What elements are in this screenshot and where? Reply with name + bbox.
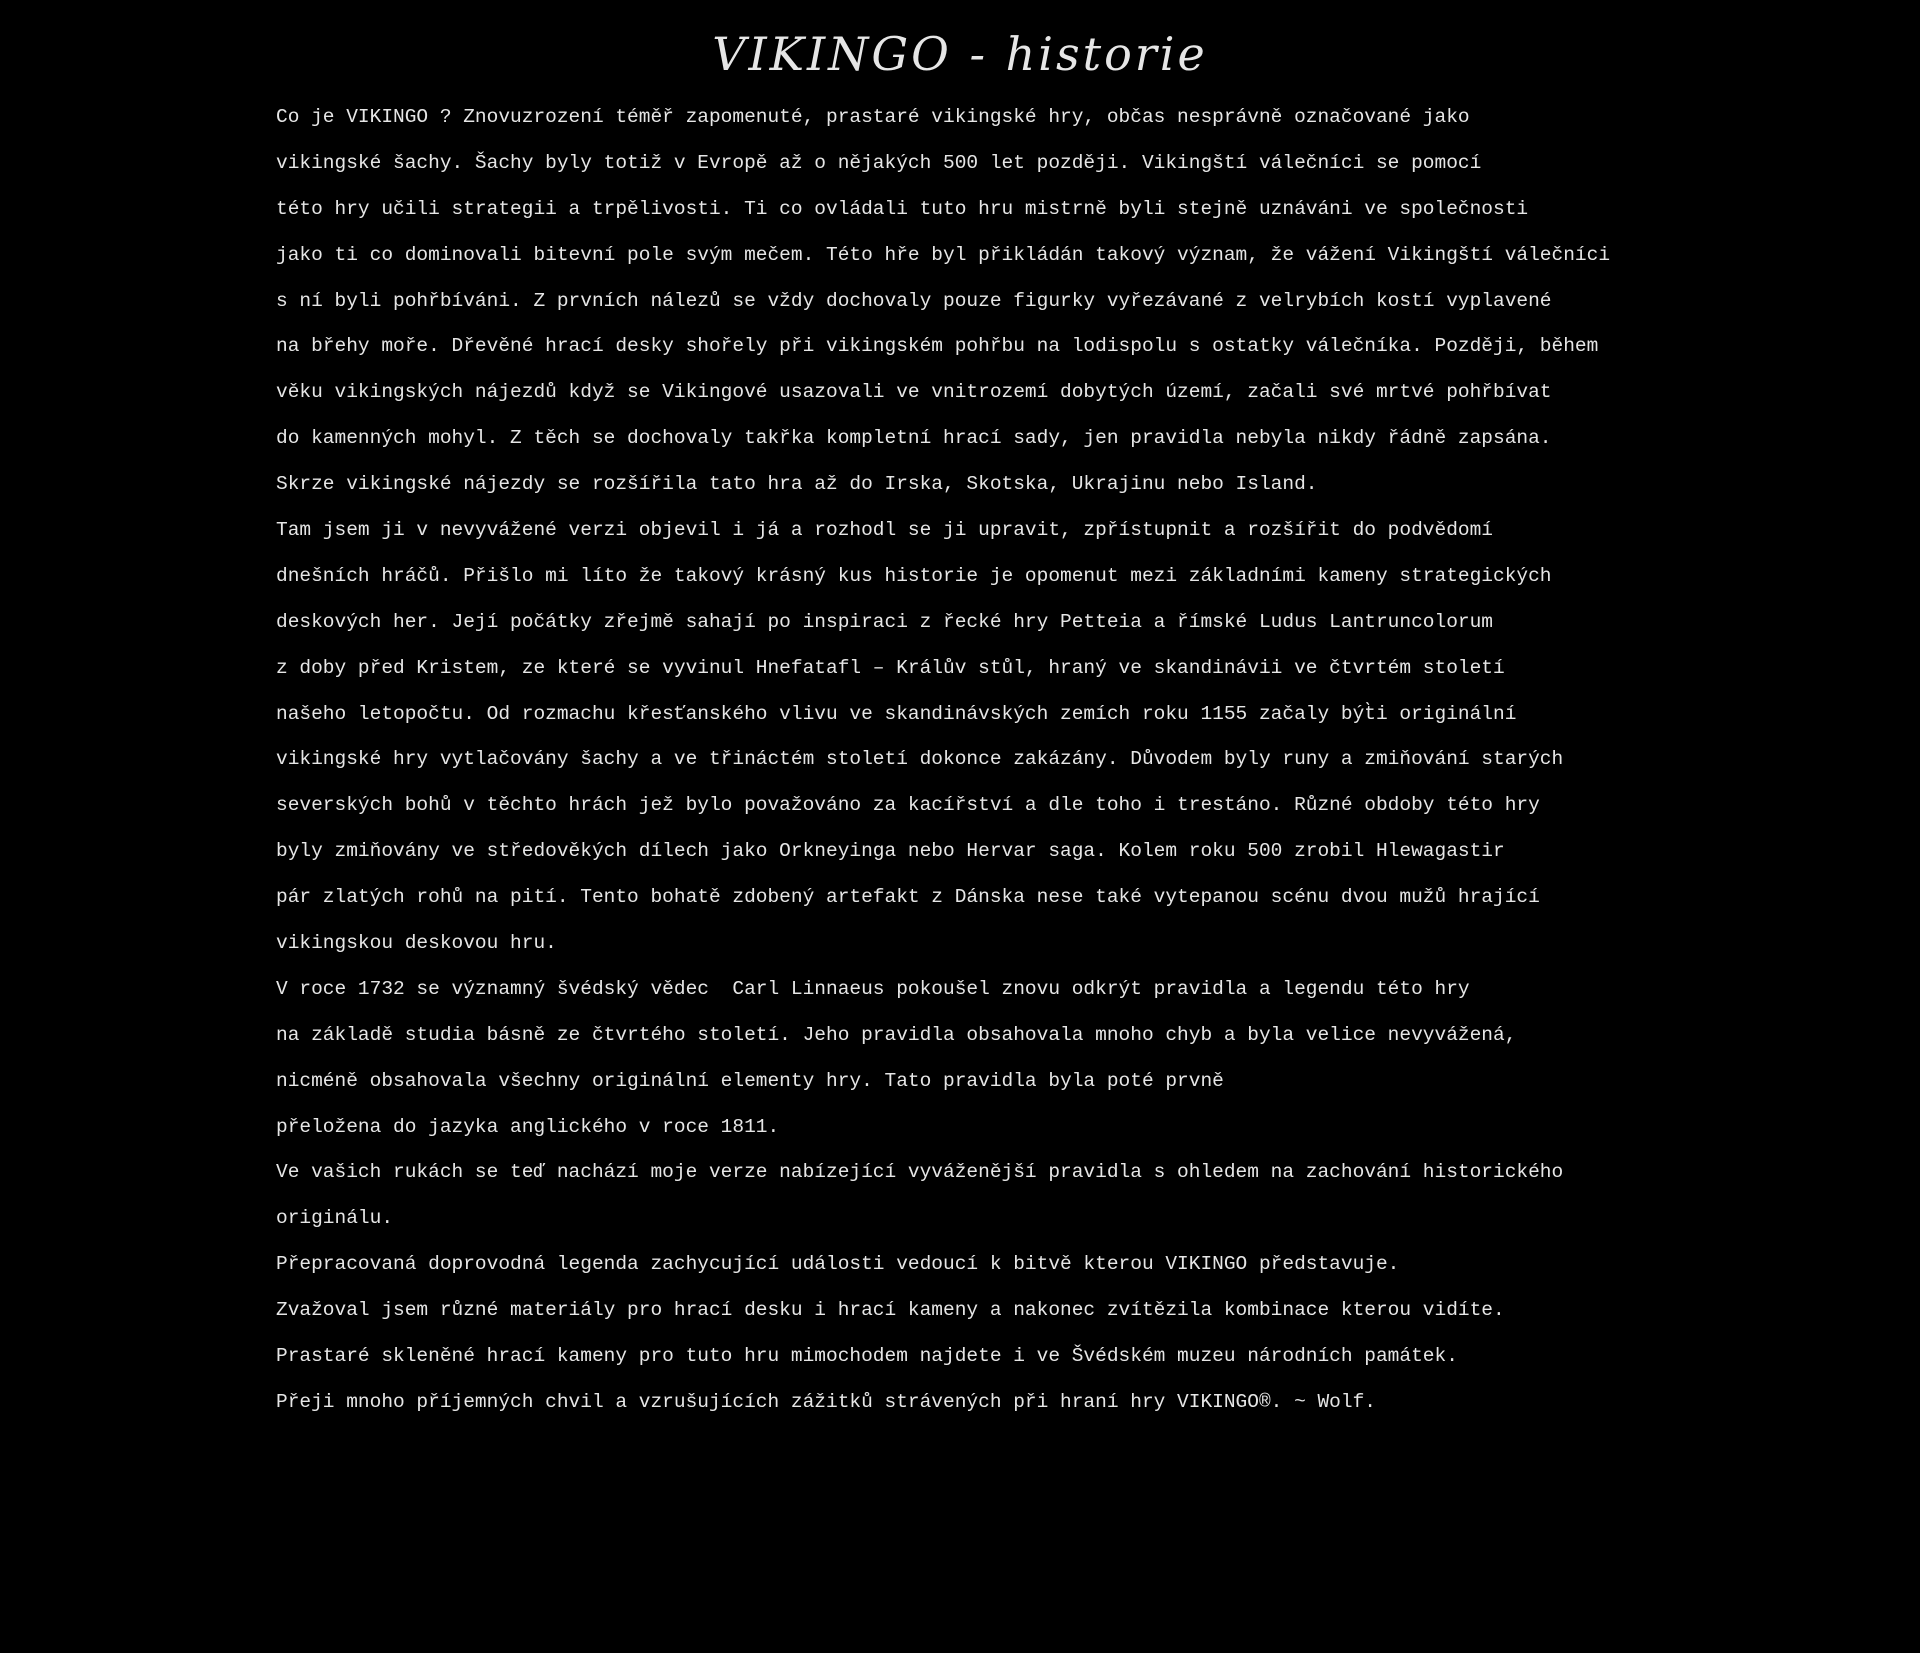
text-line: deskových her. Její počátky zřejmě sahají po inspiraci z řecké hry Petteia a římské Ludus Lantruncolorum [276,610,1493,633]
text-line: pár zlatých rohů na pití. Tento bohatě zdobený artefakt z Dánska nese také vytepanou scénu dvou mužů hrající [276,886,1540,909]
text-line: Přepracovaná doprovodná legenda zachycující události vedoucí k bitvě kterou VIKINGO představuje. [276,1253,1400,1276]
text-line: této hry učili strategii a trpělivosti. Ti co ovládali tuto hru mistrně byli stejně uznáváni ve společnosti [276,197,1529,220]
text-line: vikingské šachy. Šachy byly totiž v Evropě až o nějakých 500 let později. Vikingští válečníci se pomocí [276,151,1482,174]
text-line: z doby před Kristem, ze které se vyvinul Hnefatafl – Králův stůl, hraný ve skandinávii ve čtvrtém století [276,656,1505,679]
text-line: Tam jsem ji v nevyvážené verzi objevil i já a rozhodl se ji upravit, zpřístupnit a rozšířit do podvědomí [276,519,1493,542]
text-line: dnešních hráčů. Přišlo mi líto že takový krásný kus historie je opomenut mezi základními kameny strategických [276,564,1552,587]
text-line: Skrze vikingské nájezdy se rozšířila tato hra až do Irska, Skotska, Ukrajinu nebo Island. [276,473,1318,496]
text-line: Co je VIKINGO ? Znovuzrození téměř zapomenuté, prastaré vikingské hry, občas nesprávně označované jako [276,106,1470,128]
text-line: jako ti co dominovali bitevní pole svým mečem. Této hře byl přikládán takový význam, že vážení Vikingští válečníci [276,243,1611,266]
text-line: nicméně obsahovala všechny originální elementy hry. Tato pravidla byla poté prvně [276,1069,1224,1092]
history-text [276,95,1736,1426]
text-line: našeho letopočtu. Od rozmachu křesťanského vlivu ve skandinávských zemích roku 1155 začaly být̀i originální [276,702,1517,725]
text-line: Zvažoval jsem různé materiály pro hrací desku i hrací kameny a nakonec zvítězila kombinace kterou vidíte. [276,1299,1505,1322]
text-line: originálu. [276,1207,394,1230]
text-line: do kamenných mohyl. Z těch se dochovaly takřka kompletní hrací sady, jen pravidla nebyla nikdy řádně zapsána. [276,427,1552,450]
text-line: na základě studia básně ze čtvrtého století. Jeho pravidla obsahovala mnoho chyb a byla velice nevyvážená, [276,1023,1517,1046]
page-title: VIKINGO - historie [712,27,1208,81]
text-line: Prastaré skleněné hrací kameny pro tuto hru mimochodem najdete i ve Švédském muzeu národních památek. [276,1345,1458,1368]
text-line: Přeji mnoho příjemných chvil a vzrušujících zážitků strávených při hraní hry VIKINGO®. ~ Wolf. [276,1390,1376,1413]
text-line: věku vikingských nájezdů když se Vikingové usazovali ve vnitrozemí dobytých území, začali své mrtvé pohřbívat [276,381,1552,404]
text-line: na břehy moře. Dřevěné hrací desky shořely při vikingském pohřbu na lodispolu s ostatky válečníka. Později, během [276,335,1599,358]
text-line: byly zmiňovány ve středověkých dílech jako Orkneyinga nebo Hervar saga. Kolem roku 500 zrobil Hlewagastir [276,840,1505,863]
text-line: V roce 1732 se významný švédský vědec Carl Linnaeus pokoušel znovu odkrýt pravidla a legendu této hry [276,977,1470,1000]
text-line: přeložena do jazyka anglického v roce 1811. [276,1115,780,1138]
text-line: severských bohů v těchto hrách jež bylo považováno za kacířství a dle toho i trestáno. Různé obdoby této hry [276,794,1540,817]
text-line: vikingskou deskovou hru. [276,932,557,955]
text-line: vikingské hry vytlačovány šachy a ve třináctém století dokonce zakázány. Důvodem byly runy a zmiňování starých [276,748,1564,771]
text-line: s ní byli pohřbíváni. Z prvních nálezů se vždy dochovaly pouze figurky vyřezávané z velrybích kostí vyplavené [276,289,1552,312]
text-line: Ve vašich rukách se teď nachází moje verze nabízející vyváženější pravidla s ohledem na zachování historického [276,1161,1564,1184]
